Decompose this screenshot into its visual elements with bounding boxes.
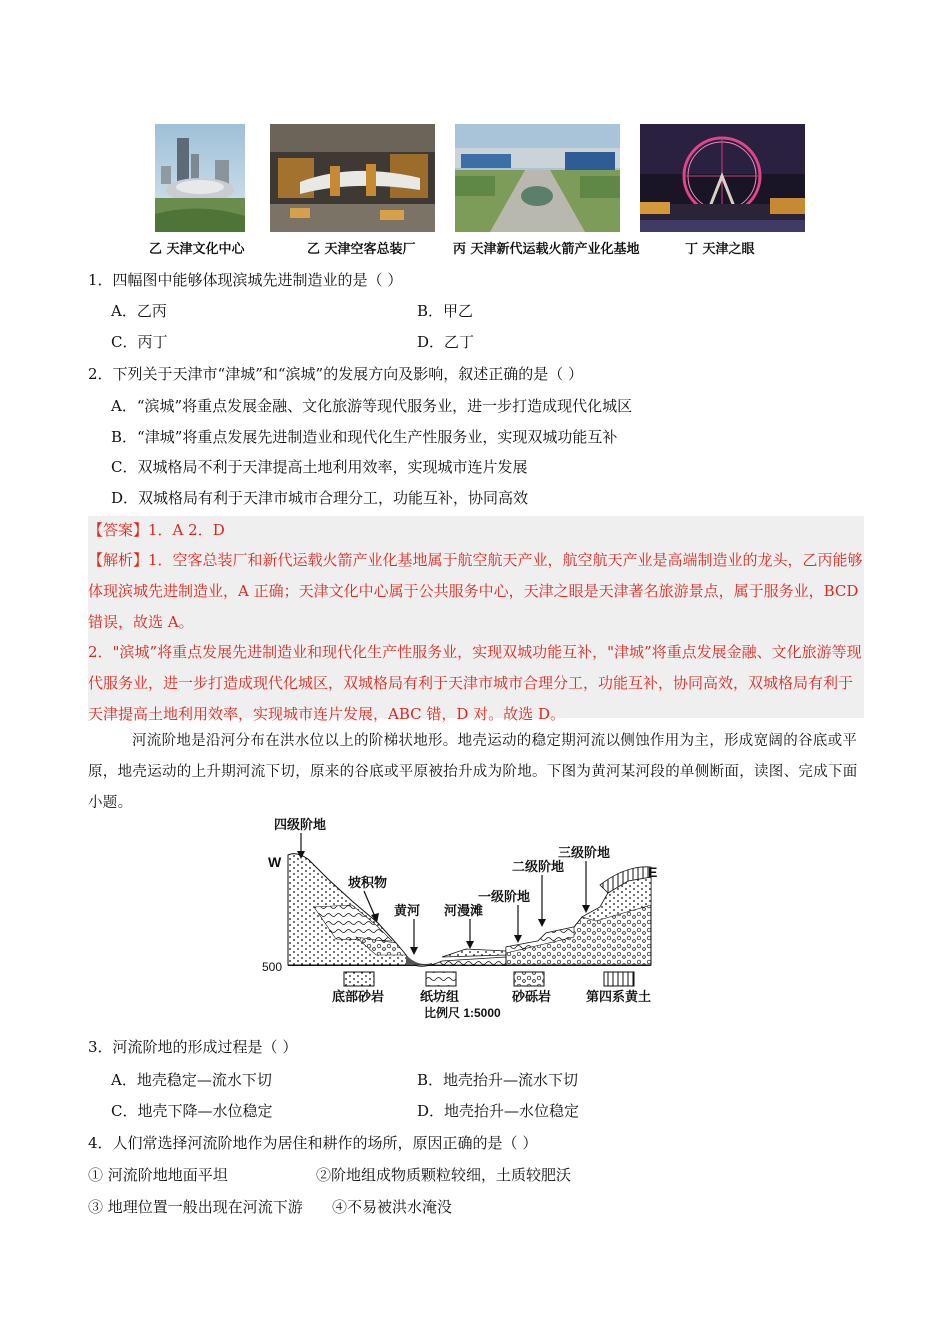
- legend-swatch-loess: [604, 972, 634, 986]
- q3-option-c[interactable]: C．地壳下降—水位稳定: [111, 1102, 273, 1120]
- scale-label: 比例尺 1:5000: [424, 1006, 501, 1020]
- legend-label-1: 底部砂岩: [332, 989, 385, 1004]
- q4-statement-4: ④不易被洪水淹没: [332, 1198, 453, 1216]
- answer-line: 【答案】1．A 2．D: [88, 521, 225, 539]
- q1-option-a[interactable]: A．乙丙: [111, 302, 167, 320]
- photo-culture-center: [155, 124, 245, 232]
- legend-swatch-sandstone: [344, 972, 374, 986]
- q4-statement-1: ① 河流阶地地面平坦: [88, 1166, 228, 1184]
- legend-swatch-zhifang: [426, 972, 456, 986]
- label-terrace-1: 一级阶地: [478, 889, 531, 904]
- photo-tianjin-eye: [640, 124, 805, 232]
- analysis-2: 2．"滨城”将重点发展先进制造业和现代化生产性服务业，实现双城功能互补，"津城”将重点发展金融、文化旅游等现代服务业，进一步打造成现代化城区，双城格局有利于天津市城市合理分工，功能互补，协同高效，双城格局有利于天津提高土地利用效率，实现城市连片发展，ABC 错，D 对。故选 D。: [88, 643, 862, 723]
- legend-label-4: 第四系黄土: [586, 989, 652, 1004]
- q2-option-a[interactable]: A．“滨城”将重点发展金融、文化旅游等现代服务业，进一步打造成现代化城区: [111, 397, 633, 415]
- q4-statement-2: ②阶地组成物质颗粒较细，土质较肥沃: [316, 1166, 572, 1184]
- legend-swatch-conglomerate: [514, 972, 544, 986]
- q1-option-d[interactable]: D．乙丁: [417, 333, 475, 351]
- q2-option-d[interactable]: D．双城格局有利于天津市城市合理分工，功能互补，协同高效: [111, 489, 529, 507]
- photo-caption-4: 丁 天津之眼: [685, 242, 755, 257]
- photo-caption-3: 丙 天津新代运载火箭产业化基地: [453, 242, 640, 257]
- label-terrace-2: 二级阶地: [512, 859, 565, 874]
- q3-stem: 3．河流阶地的形成过程是（ ）: [88, 1038, 298, 1056]
- label-yellow-river: 黄河: [394, 903, 421, 918]
- photo-strip: [149, 124, 805, 260]
- q3-option-a[interactable]: A．地壳稳定—流水下切: [111, 1071, 272, 1089]
- q3-option-d[interactable]: D．地壳抬升—水位稳定: [417, 1102, 580, 1120]
- q1-option-b[interactable]: B．甲乙: [417, 302, 474, 320]
- q2-option-b[interactable]: B．“津城”将重点发展先进制造业和现代化生产性服务业，实现双城功能互补: [111, 428, 618, 446]
- q4-stem: 4．人们常选择河流阶地作为居住和耕作的场所，原因正确的是（ ）: [88, 1134, 538, 1152]
- q1-option-c[interactable]: C．丙丁: [111, 333, 168, 351]
- photo-caption-2: 乙 天津空客总装厂: [307, 242, 416, 257]
- elevation-label: 500: [262, 960, 283, 974]
- photo-caption-1: 乙 天津文化中心: [149, 242, 245, 257]
- river-terrace-diagram: [256, 815, 676, 1024]
- intro-paragraph: 河流阶地是沿河分布在洪水位以上的阶梯状地形。地壳运动的稳定期河流以侧蚀作用为主，形成宽阔的谷底或平原，地壳运动的上升期河流下切，原来的谷底或平原被抬升成为阶地。下图为黄河某河段的单侧断面，读图、完成下面小题。: [88, 733, 858, 811]
- legend-label-2: 纸坊组: [420, 989, 460, 1004]
- legend-label-3: 砂砾岩: [512, 989, 552, 1004]
- q1-stem: 1．四幅图中能够体现滨城先进制造业的是（ ）: [88, 271, 403, 289]
- q3-option-b[interactable]: B．地壳抬升—流水下切: [417, 1071, 579, 1089]
- q4-statement-3: ③ 地理位置一般出现在河流下游: [88, 1198, 303, 1216]
- photo-rocket-base: [455, 124, 620, 232]
- label-floodplain: 河漫滩: [444, 903, 484, 918]
- q2-stem: 2．下列关于天津市“津城”和“滨城”的发展方向及影响，叙述正确的是（ ）: [88, 365, 583, 383]
- label-terrace-4: 四级阶地: [274, 817, 327, 832]
- label-colluvium: 坡积物: [348, 875, 388, 890]
- photo-airbus-plant: [270, 124, 435, 232]
- label-east: E: [648, 864, 658, 880]
- label-west: W: [268, 854, 282, 870]
- q2-option-c[interactable]: C．双城格局不利于天津提高土地利用效率，实现城市连片发展: [111, 458, 528, 476]
- analysis-1: 【解析】1．空客总装厂和新代运载火箭产业化基地属于航空航天产业，航空航天产业是高端制造业的龙头，乙丙能够体现滨城先进制造业，A 正确；天津文化中心属于公共服务中心，天津之眼是天津著名旅游景点，属于服务业，BCD 错误，故选 A。: [88, 551, 863, 631]
- label-terrace-3: 三级阶地: [558, 845, 611, 860]
